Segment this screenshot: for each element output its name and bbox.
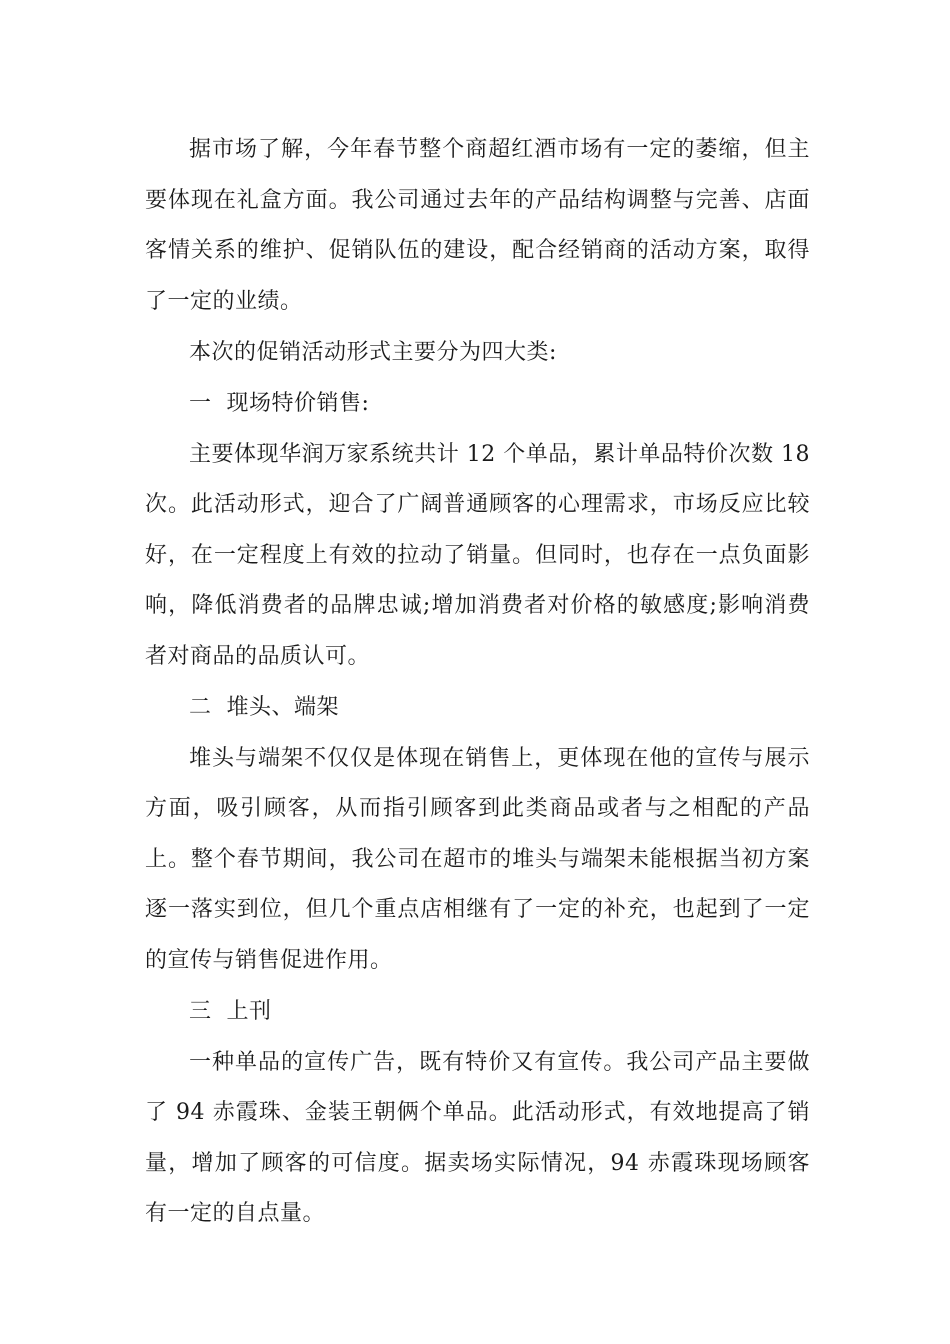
section-3-paragraph: 一种单品的宣传广告，既有特价又有宣传。我公司产品主要做了 94 赤霞珠、金装王朝俩个单品。此活动形式，有效地提高了销量，增加了顾客的可信度。据卖场实际情况，94 赤霞珠现场顾客有一定的自点量。	[145, 1049, 810, 1226]
section-heading-3: 三 上刊	[189, 998, 272, 1024]
section-heading-2: 二 堆头、端架	[189, 694, 339, 720]
document-body	[145, 125, 810, 1240]
summary-paragraph: 本次的促销活动形式主要分为四大类:	[189, 339, 557, 365]
intro-paragraph: 据市场了解，今年春节整个商超红酒市场有一定的萎缩，但主要体现在礼盒方面。我公司通过去年的产品结构调整与完善、店面客情关系的维护、促销队伍的建设，配合经销商的活动方案，取得了一定的业绩。	[145, 137, 810, 314]
section-2-paragraph: 堆头与端架不仅仅是体现在销售上，更体现在他的宣传与展示方面，吸引顾客，从而指引顾客到此类商品或者与之相配的产品上。整个春节期间，我公司在超市的堆头与端架未能根据当初方案逐一落实到位，但几个重点店相继有了一定的补充，也起到了一定的宣传与销售促进作用。	[145, 745, 810, 973]
section-1-paragraph: 主要体现华润万家系统共计 12 个单品，累计单品特价次数 18 次。此活动形式，迎合了广阔普通顾客的心理需求，市场反应比较好，在一定程度上有效的拉动了销量。但同时，也存在一点负面影响，降低消费者的品牌忠诚;增加消费者对价格的敏感度;影响消费者对商品的品质认可。	[145, 441, 810, 669]
section-heading-1: 一 现场特价销售:	[189, 390, 370, 416]
